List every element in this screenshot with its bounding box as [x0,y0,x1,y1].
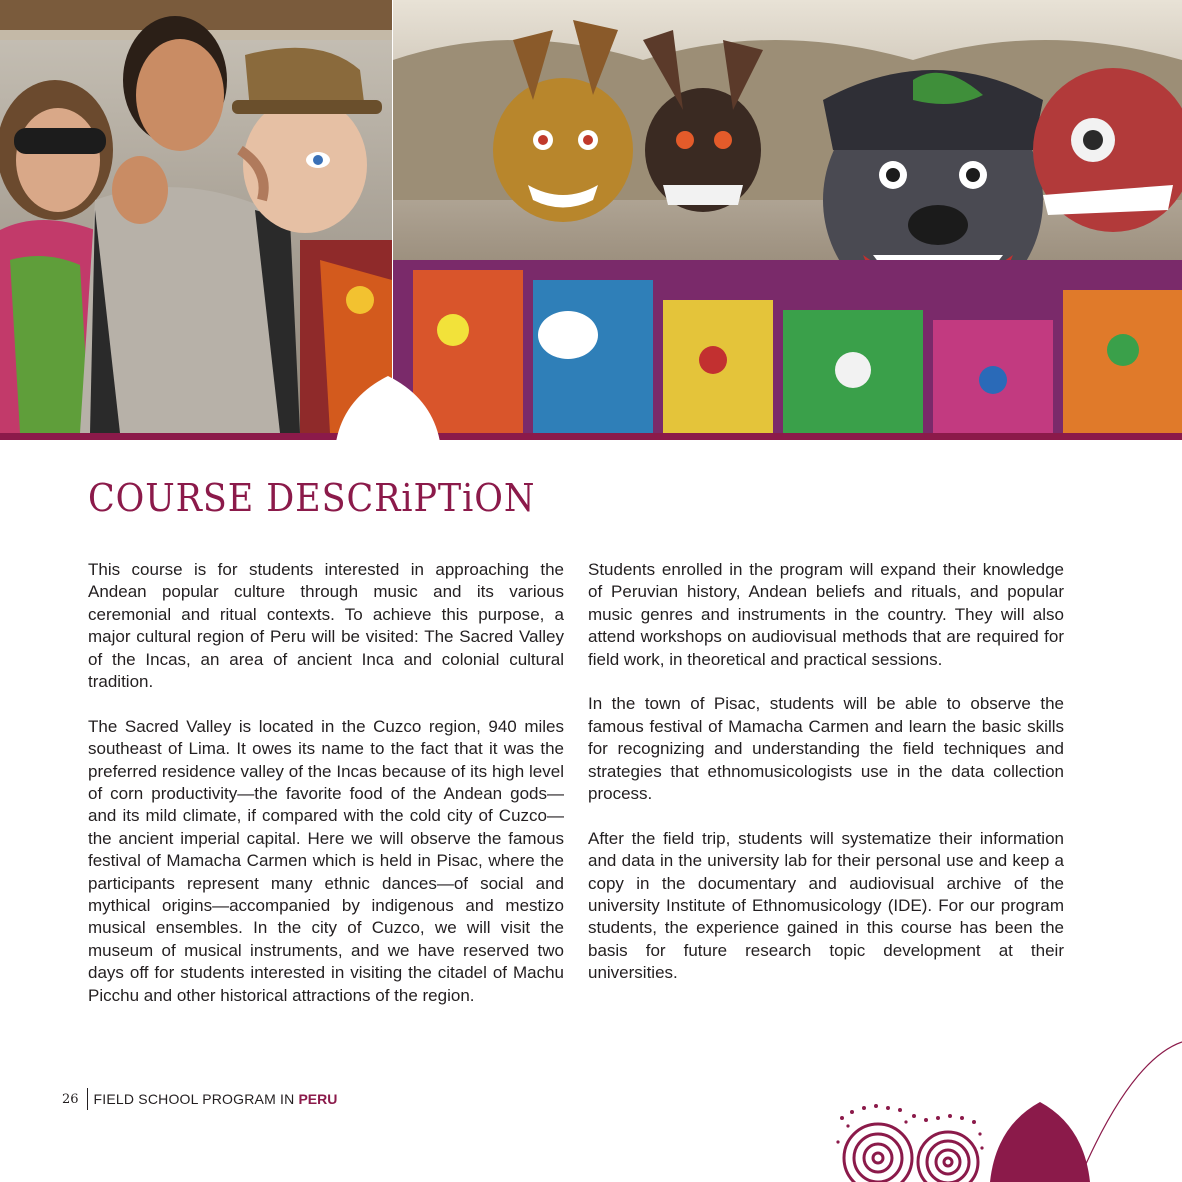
footer-country: PERU [298,1091,338,1107]
page-footer [62,1088,337,1110]
photo-masked-dancers [393,0,1182,433]
masked-dancers-icon [393,0,1182,433]
body-paragraph: Students enrolled in the program will expand their knowledge of Peruvian history, Andean beliefs and rituals, and popular music genres and instruments in the country. They will also attend workshops on audiovisual methods that are required for field work, in theoretical and practical sessions. [588,560,1064,669]
footer-title: FIELD SCHOOL PROGRAM IN [93,1091,295,1107]
header-photo-band [0,0,1182,440]
left-column [88,559,564,1030]
andean-ornament-icon [830,1030,1182,1182]
footer-divider [87,1088,88,1110]
page-number: 26 [62,1091,79,1107]
accent-bar [0,433,1182,440]
festival-visitors-icon [0,0,392,433]
right-column [588,559,1064,1007]
photo-visitors-with-dancer [0,0,392,433]
page-title: COURSE DESCRiPTiON [88,476,536,520]
body-paragraph: The Sacred Valley is located in the Cuzco region, 940 miles southeast of Lima. It owes its name to the fact that it was the preferred residence valley of the Incas because of its high level of corn productivity—the favorite food of the Andean gods—and its mild climate, if compared with the cold city of Cuzco—the ancient imperial capital. Here we will observe the famous festival of Mamacha Carmen which is held in Pisac, where the participants represent many ethnic dances—of social and mythical origins—accompanied by indigenous and mestizo musical ensembles. In the city of Cuzco, we will visit the museum of musical instruments, and we have reserved two days off for students interested in visiting the citadel of Machu Picchu and other historical attractions of the region. [88,716,564,1005]
body-paragraph: This course is for students interested in approaching the Andean popular culture through music and its various ceremonial and ritual contexts. To achieve this purpose, a major cultural region of Peru will be visited: The Sacred Valley of the Incas, an area of ancient Inca and colonial cultural tradition. [88,560,564,692]
body-paragraph: In the town of Pisac, students will be able to observe the famous festival of Mamacha Carmen and learn the basic skills for recognizing and understanding the field techniques and strategies that ethnomusicologists use in the data collection process. [588,694,1064,804]
body-paragraph: After the field trip, students will systematize their information and data in the university lab for their personal use and keep a copy in the documentary and audiovisual archive of the university Institute of Ethnomusicology (IDE). For our program students, the experience gained in this course has been the basis for future research topic development at their universities. [588,828,1064,983]
petal-notch-icon [336,376,440,440]
